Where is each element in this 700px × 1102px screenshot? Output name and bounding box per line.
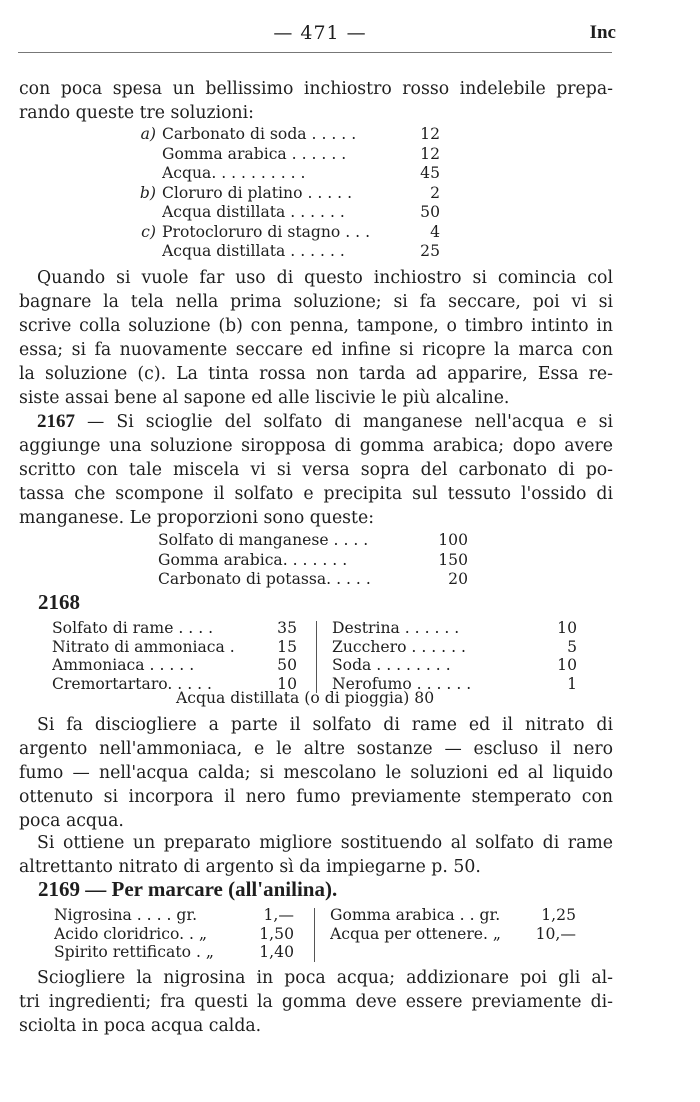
section-2169-paragraph [19,966,613,1038]
recipe-row: Solfato di rame . . . . 35 [52,619,297,637]
recipe-row: Gomma arabica . . gr. 1,25 [330,906,576,924]
recipe-row: Solfato di manganese . . . . 100 [158,531,468,549]
recipe-row: Carbonato di potassa. . . . . 20 [158,570,468,588]
recipe-2169-table [54,906,594,964]
text-line: rando queste tre soluzioni: [19,103,254,123]
recipe-row: Acqua per ottenere. „ 10,— [330,924,576,943]
recipe-row: Gomma arabica . . . . . . 12 [162,144,440,163]
text-line: Si fa disciogliere a parte il solfato di rame ed il nitrato di [37,715,613,735]
recipe-row: Ammoniaca . . . . . 50 [52,656,297,674]
column-divider [314,908,315,962]
text-line: fumo — nell'acqua calda; si mescolano le soluzioni ed al liquido [19,763,613,783]
recipe-row: Soda . . . . . . . . 10 [332,656,577,674]
recipe-row: Acqua distillata . . . . . . 25 [162,242,440,260]
recipe-row: b) Cloruro di platino . . . . . 2 [139,183,440,202]
recipe-row: c) Protocloruro di stagno . . . 4 [141,222,440,241]
recipe-row: Nitrato di ammoniaca . 15 [52,637,297,656]
section-2168-number: 2168 [38,590,80,614]
text-line: tri ingredienti; fra questi la gomma deve essere previamente di- [19,992,613,1012]
recipe-row: Acqua distillata . . . . . . 50 [162,203,440,221]
recipe-red-ink [134,125,440,262]
recipe-row: Gomma arabica. . . . . . . 150 [158,550,468,569]
recipe-row: a) Carbonato di soda . . . . . 12 [140,125,440,143]
header-rule [18,52,612,53]
recipe-2168-table [52,619,592,694]
text-line: manganese. Le proporzioni sono queste: [19,508,375,528]
text-line: poca acqua. [19,811,124,831]
text-line: Si ottiene un preparato migliore sostituendo al solfato di rame [37,833,613,853]
text-line: scritto con tale miscela vi si versa sopra del carbonato di po- [19,460,613,480]
recipe-row: Acido cloridrico. . „ 1,50 [54,924,294,943]
section-2169-title: 2169 — Per marcare (all'anilina). [38,877,338,901]
recipe-row: Acqua. . . . . . . . . . 45 [162,164,440,182]
page-number: — 471 — [273,22,367,44]
recipe-row: Cremortartaro. . . . . 10 [52,674,297,693]
text-line: bagnare la tela nella prima soluzione; si fa seccare, poi vi si [19,292,613,312]
text-line: scrive colla soluzione (b) con penna, tampone, o timbro intinto in [19,316,613,336]
recipe-2168-footer [176,689,434,709]
text-line: argento nell'ammoniaca, e le altre sostanze — escluso il nero [19,739,613,759]
usage-paragraph [19,266,613,410]
section-2168-note [19,831,613,879]
recipe-2169-left-column [54,906,294,962]
recipe-2167 [158,531,468,590]
recipe-row: Spirito rettificato . „ 1,40 [54,943,294,961]
recipe-row: Acqua distillata (o di pioggia) 80 [176,689,435,707]
text-line: tassa che scompone il solfato e precipita sul tessuto l'ossido di [19,484,613,504]
text-line: ottenuto si incorpora il nero fumo previamente stemperato con [19,787,613,807]
text-line: sciolta in poca acqua calda. [19,1016,262,1036]
recipe-row: Destrina . . . . . . 10 [332,619,577,637]
recipe-row: Nigrosina . . . . gr. 1,— [54,906,294,924]
running-head: Inc [589,22,616,43]
recipe-2169-right-column [330,906,576,943]
text-line: 2167 — Si scioglie del solfato di manganese nell'acqua e si [37,411,613,432]
section-2168-paragraph [19,713,613,833]
text-line: la soluzione (c). La tinta rossa non tarda ad apparire, Essa re- [19,364,613,384]
column-divider [316,621,317,693]
text-line: Quando si vuole far uso di questo inchiostro si comincia col [37,268,613,288]
intro-paragraph [19,77,613,125]
section-2167-paragraph [19,410,613,530]
text-line: Sciogliere la nigrosina in poca acqua; addizionare poi gli al- [37,968,613,988]
recipe-2168-left-column [52,619,297,693]
text-line: siste assai bene al sapone ed alle liscivie le più alcaline. [19,388,510,408]
recipe-2168-right-column [332,619,577,693]
text-line: con poca spesa un bellissimo inchiostro rosso indelebile prepa- [19,79,613,99]
section-number: 2167 [37,411,75,432]
text-line: aggiunge una soluzione siropposa di gomma arabica; dopo avere [19,436,613,456]
recipe-row: Nerofumo . . . . . . 1 [332,674,577,693]
recipe-row: Zucchero . . . . . . 5 [332,637,577,656]
text-line: essa; si fa nuovamente seccare ed infine si ricopre la marca con [19,340,613,360]
text-line: altrettanto nitrato di argento sì da impiegarne p. 50. [19,857,481,877]
